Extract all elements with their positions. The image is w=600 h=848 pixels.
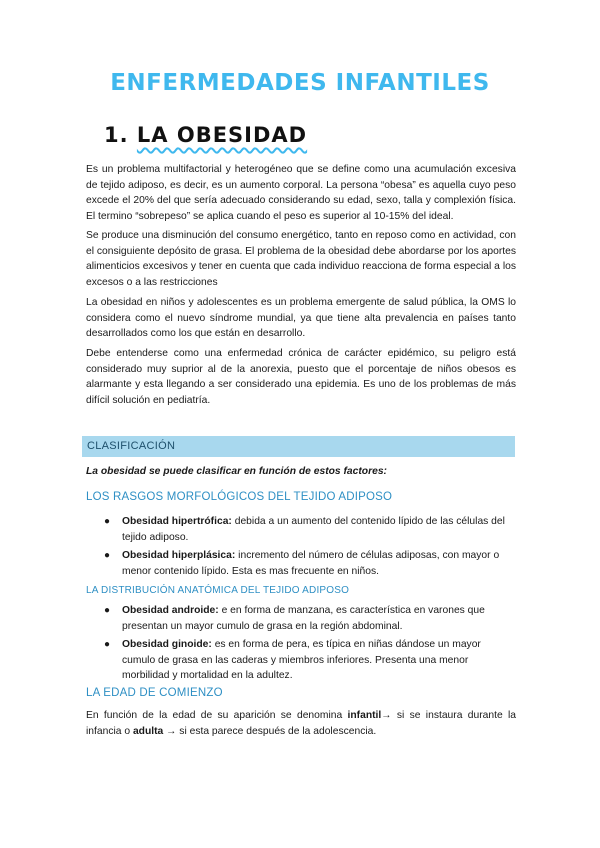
subheading-distribution: LA DISTRIBUCIÓN ANATÓMICA DEL TEJIDO ADIPOSO	[86, 585, 350, 596]
list-item-term: Obesidad androide:	[122, 605, 219, 616]
subheading-age-onset: LA EDAD DE COMIENZO	[86, 687, 223, 699]
subheading-morphology: LOS RASGOS MORFOLÓGICOS DEL TEJIDO ADIPOSO	[86, 491, 393, 503]
paragraph-causes: Se produce una disminución del consumo energético, tanto en reposo como en actividad, con el consiguiente depósito de grasa. El problema de la obesidad debe abordarse por los aportes alimenticios excesivos y tener en cuenta que cada individuo reacciona de forma especial a los excesos o a las restricciones	[86, 230, 516, 288]
paragraph-public-health: La obesidad en niños y adolescentes es un problema emergente de salud pública, la OMS lo considera como el nuevo síndrome mundial, ya que tiene alta prevalencia en países tanto desarrollados como los que están en desarrollo.	[86, 297, 516, 339]
list-item-term: Obesidad ginoide:	[122, 639, 212, 650]
list-morphology	[104, 514, 516, 582]
list-item	[104, 603, 516, 634]
term-adulta: adulta	[132, 725, 164, 737]
bullet-icon: ●	[104, 605, 111, 616]
age-onset-text-middle: → si se instaura durante la infancia o	[86, 710, 517, 737]
paragraph-age-onset	[86, 708, 516, 739]
paragraph-chronic-disease: Debe entenderse como una enfermedad crónica de carácter epidémico, su peligro está considerado muy suprior al de la anorexia, puesto que el porcentaje de niños obesos es alarmante y esta llegando a ser considerado una epidemia. Es uno de los problemas de más difícil solución en pediatría.	[86, 348, 516, 406]
list-item-text: debida a un aumento del contenido lípido de las células del tejido adiposo.	[122, 516, 505, 543]
section-title-text: LA OBESIDAD	[136, 123, 308, 147]
classification-label: CLASIFICACIÓN	[87, 440, 176, 452]
list-item-text: e en forma de manzana, es característica en varones que presentan un mayor cumulo de grasa en la región abdominal.	[122, 605, 485, 632]
bullet-icon: ●	[104, 550, 111, 561]
list-distribution	[104, 603, 516, 687]
section-heading	[104, 123, 307, 147]
list-item-term: Obesidad hiperplásica:	[122, 550, 236, 561]
age-onset-text-start: En función de la edad de su aparición se denomina	[86, 710, 348, 721]
list-item	[104, 637, 516, 684]
classification-intro: La obesidad se puede clasificar en función de estos factores:	[86, 466, 387, 477]
list-item-term: Obesidad hipertrófica:	[122, 516, 232, 527]
document-title: ENFERMEDADES INFANTILES	[110, 70, 490, 96]
list-item	[104, 548, 516, 579]
term-infantil: infantil	[347, 710, 382, 721]
bullet-icon: ●	[104, 516, 111, 527]
classification-band	[82, 436, 515, 457]
paragraph-definition: Es un problema multifactorial y heterogéneo que se define como una acumulación excesiva de tejido adiposo, es decir, es un aumento corporal. La persona “obesa” es aquella cuyo peso excede el 20% del que sería adecuado considerando su edad, sexo, talla y complexión física. El termino “sobrepeso” se aplica cuando el peso es superior al 10-15% del ideal.	[86, 164, 516, 222]
list-item-text: es en forma de pera, es típica en niñas dándose un mayor cumulo de grasa en las caderas y miembros inferiores. Presenta una menor morbilidad y mortalidad en la adultez.	[122, 639, 481, 681]
list-item	[104, 514, 516, 545]
bullet-icon: ●	[104, 639, 111, 650]
age-onset-text-end: → si esta parece después de la adolescencia.	[163, 725, 377, 737]
section-number: 1.	[104, 123, 129, 147]
list-item-text: incremento del número de células adiposas, con mayor o menor contenido lípido. Esta es mas frecuente en niños.	[122, 550, 500, 577]
